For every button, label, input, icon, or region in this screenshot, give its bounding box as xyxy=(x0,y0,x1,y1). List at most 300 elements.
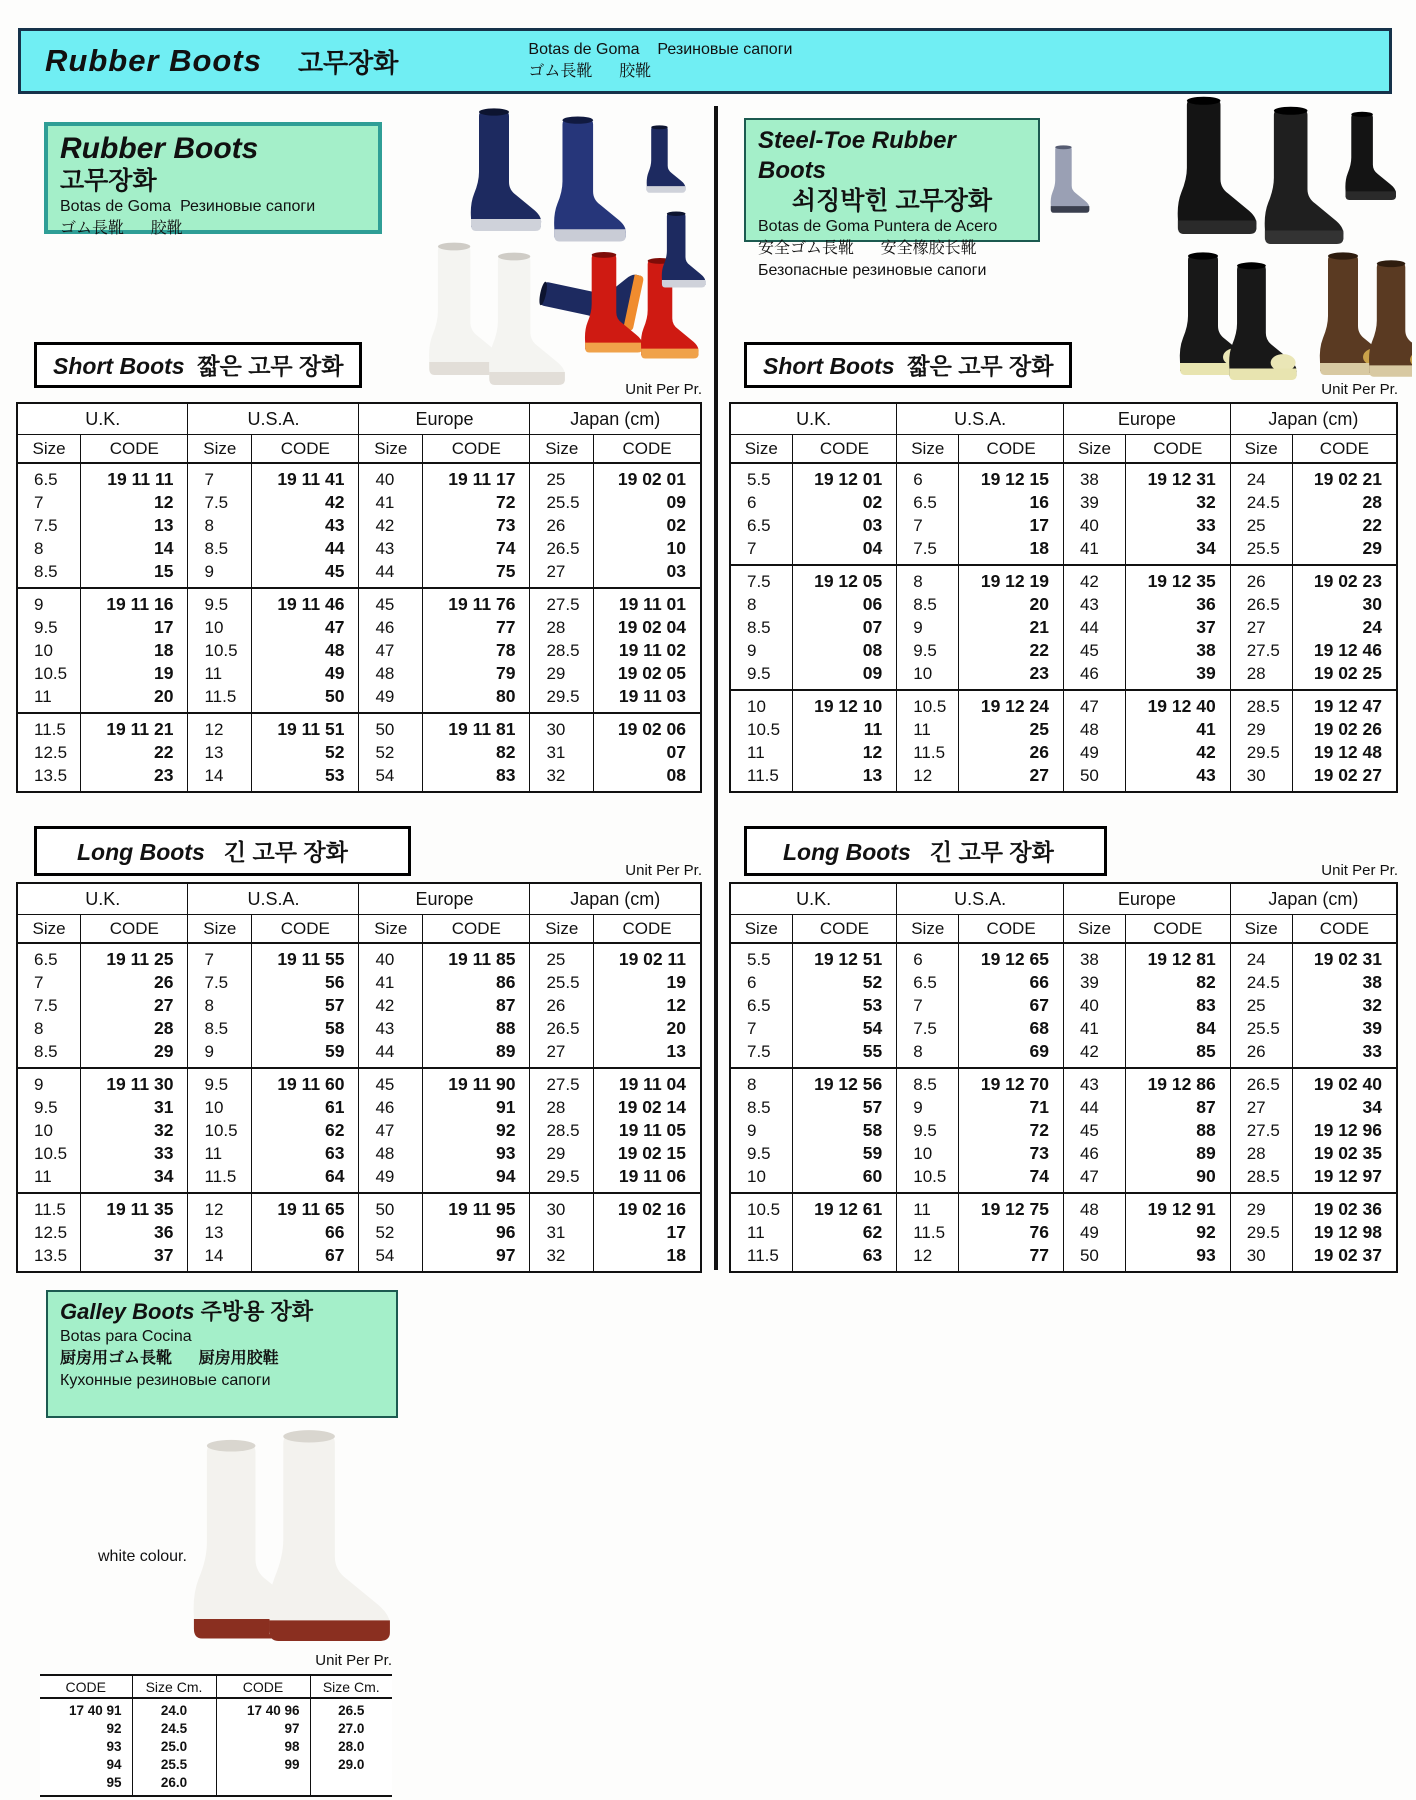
value-line: 7.5 xyxy=(204,973,229,992)
codes-cell xyxy=(81,463,188,588)
value-line: 19 02 14 xyxy=(617,1097,686,1117)
value-line: 07 xyxy=(666,742,686,762)
value-line: 19 02 31 xyxy=(1313,949,1382,969)
value-line: 19 12 65 xyxy=(980,949,1049,969)
value-line: 8.5 xyxy=(34,562,58,581)
value-line: 17 xyxy=(154,617,174,637)
value-line: 34 xyxy=(154,1166,174,1186)
sizes-cell xyxy=(1230,463,1292,565)
value-line: 80 xyxy=(495,686,516,706)
value-line: 13 xyxy=(204,1223,224,1242)
page-title-korean: 고무장화 xyxy=(297,47,399,78)
value-line: 5.5 xyxy=(747,950,771,969)
value-line: 27.0 xyxy=(338,1721,365,1736)
value-line: 19 02 21 xyxy=(1313,469,1382,489)
value-line: 8 xyxy=(34,539,44,558)
value-line: 55 xyxy=(862,1041,883,1061)
value-line: 45 xyxy=(325,561,345,581)
unit-per-pr-label: Unit Per Pr. xyxy=(1321,862,1398,879)
value-line: 38 xyxy=(1362,972,1382,992)
value-line: 24 xyxy=(1246,950,1266,969)
code-column-header: CODE xyxy=(1125,435,1230,464)
codes-cell xyxy=(959,1193,1064,1272)
value-line: 83 xyxy=(1196,995,1216,1015)
value-line: 29.5 xyxy=(546,687,580,706)
value-line: 9.5 xyxy=(34,1098,58,1117)
codes-cell xyxy=(423,713,530,792)
value-line: 26 xyxy=(546,996,566,1015)
steel-toe-es: Botas de Goma Puntera de Acero xyxy=(758,218,998,235)
value-line: 7 xyxy=(204,950,214,969)
sizes-cell xyxy=(1063,690,1125,792)
value-line: 38 xyxy=(1079,470,1099,489)
value-line: 9 xyxy=(747,641,757,660)
value-line: 10 xyxy=(34,641,53,660)
value-line: 50 xyxy=(375,1200,395,1219)
value-line: 54 xyxy=(375,766,395,785)
value-line: 10.5 xyxy=(34,664,68,683)
sizes-cell xyxy=(188,1193,252,1272)
sizes-cell xyxy=(188,463,252,588)
steel-toe-boots-photo xyxy=(1032,92,1412,397)
value-line: 10.5 xyxy=(913,697,947,716)
value-line: 66 xyxy=(1029,972,1049,992)
sizes-cell xyxy=(530,463,594,588)
sizes-cell xyxy=(730,943,792,1068)
value-line: 11 xyxy=(204,664,223,683)
value-line: 44 xyxy=(375,1042,395,1061)
value-line: 56 xyxy=(325,972,345,992)
galley-boots-intro-box xyxy=(46,1290,398,1418)
codes-cell xyxy=(81,1193,188,1272)
page-title: Rubber Boots xyxy=(45,43,262,78)
value-line: 19 12 70 xyxy=(980,1074,1049,1094)
value-line: 6 xyxy=(913,470,923,489)
value-line: 32 xyxy=(154,1120,174,1140)
value-line: 30 xyxy=(546,1200,566,1219)
value-line: 7.5 xyxy=(204,493,229,512)
value-line: 24 xyxy=(1246,470,1266,489)
value-line: 19 12 75 xyxy=(980,1199,1049,1219)
value-line: 32 xyxy=(546,1246,566,1265)
value-line: 19 xyxy=(666,972,686,992)
steel-toe-title-korean: 쇠징박힌 고무장화 xyxy=(791,187,993,215)
value-line: 04 xyxy=(862,538,883,558)
sizes-cell xyxy=(359,943,423,1068)
value-line: 46 xyxy=(1079,664,1099,683)
size-column-header: Size Cm. xyxy=(132,1675,216,1698)
value-line: 19 12 40 xyxy=(1147,696,1216,716)
value-line: 36 xyxy=(1196,594,1216,614)
value-line: 48 xyxy=(375,664,395,683)
sizes-cell xyxy=(897,463,959,565)
value-line: 19 02 05 xyxy=(617,663,686,683)
value-line: 75 xyxy=(495,561,516,581)
value-line: 50 xyxy=(1079,766,1099,785)
value-line: 33 xyxy=(154,1143,174,1163)
value-line: 11 xyxy=(34,1167,52,1186)
value-line: 7.5 xyxy=(34,996,58,1015)
value-line: 7.5 xyxy=(34,516,58,535)
code-column-header: CODE xyxy=(792,915,897,944)
value-line: 03 xyxy=(862,515,883,535)
value-line: 54 xyxy=(375,1246,395,1265)
value-line: 19 02 15 xyxy=(617,1143,686,1163)
value-line: 49 xyxy=(375,1167,395,1186)
value-line: 82 xyxy=(495,742,516,762)
value-line: 24.5 xyxy=(160,1721,188,1736)
value-line: 78 xyxy=(495,640,516,660)
codes-cell xyxy=(959,463,1064,565)
value-line: 11.5 xyxy=(34,1200,66,1219)
short-boots-table-right xyxy=(729,402,1398,793)
value-line: 12 xyxy=(862,742,883,762)
codes-cell xyxy=(252,588,359,713)
value-line: 77 xyxy=(1029,1245,1049,1265)
value-line: 11.5 xyxy=(34,720,66,739)
value-line: 22 xyxy=(1362,515,1382,535)
size-group-row xyxy=(730,1193,1397,1272)
short-boots-right-title: Short Boots 짧은 고무 장화 xyxy=(744,342,1072,388)
value-line: 6 xyxy=(747,973,757,992)
value-line: 24.5 xyxy=(1246,493,1280,512)
value-line: 14 xyxy=(154,538,174,558)
value-line: 9 xyxy=(34,1075,44,1094)
sizes-cell xyxy=(1230,1193,1292,1272)
sizes-cell xyxy=(1063,463,1125,565)
code-column-header: CODE xyxy=(252,435,359,464)
value-line: 8.5 xyxy=(747,1098,771,1117)
value-line: 43 xyxy=(1079,1075,1099,1094)
value-line: 97 xyxy=(284,1721,300,1736)
value-line: 19 12 97 xyxy=(1313,1166,1382,1186)
value-line: 27 xyxy=(546,562,566,581)
value-line: 89 xyxy=(1196,1143,1216,1163)
value-line: 46 xyxy=(1079,1144,1099,1163)
value-line: 12 xyxy=(154,492,174,512)
value-line: 30 xyxy=(546,720,566,739)
value-line: 42 xyxy=(1196,742,1216,762)
value-line: 11.5 xyxy=(747,766,779,785)
size-group-row xyxy=(17,1068,701,1193)
codes-cell xyxy=(423,463,530,588)
value-line: 19 11 81 xyxy=(448,719,516,739)
value-line: 24.0 xyxy=(160,1703,188,1718)
value-line: 19 12 98 xyxy=(1313,1222,1382,1242)
size-column-header: Size xyxy=(530,915,594,944)
value-line: 93 xyxy=(106,1739,122,1754)
value-line: 48 xyxy=(1079,720,1099,739)
value-line: 13.5 xyxy=(34,766,68,785)
value-line: 7.5 xyxy=(747,1042,771,1061)
value-line: 19 11 85 xyxy=(448,949,516,969)
value-line: 31 xyxy=(546,743,566,762)
value-line: 25 xyxy=(546,950,566,969)
value-line: 98 xyxy=(284,1739,300,1754)
galley-ru: Кухонные резиновые сапоги xyxy=(60,1372,271,1389)
value-line: 40 xyxy=(375,470,395,489)
size-column-header: Size xyxy=(359,435,423,464)
value-line: 19 12 05 xyxy=(814,571,883,591)
value-line: 33 xyxy=(1196,515,1216,535)
code-column-header: CODE xyxy=(594,915,701,944)
value-line: 11 xyxy=(747,743,765,762)
rubber-boots-es-ru: Botas de Goma Резиновые сапоги xyxy=(60,198,316,215)
value-line: 71 xyxy=(1029,1097,1049,1117)
value-line: 28 xyxy=(1246,1144,1266,1163)
value-line: 19 11 03 xyxy=(618,686,686,706)
value-line: 6.5 xyxy=(913,973,937,992)
sizes-cell xyxy=(17,588,81,713)
value-line: 49 xyxy=(375,687,395,706)
value-line: 11.5 xyxy=(204,687,237,706)
value-line: 48 xyxy=(375,1144,395,1163)
galley-boots-table xyxy=(40,1674,392,1797)
sizes-cell xyxy=(897,690,959,792)
value-line: 11 xyxy=(747,1223,765,1242)
value-line: 59 xyxy=(325,1041,345,1061)
short-boots-left-title: Short Boots 짧은 고무 장화 xyxy=(34,342,362,388)
value-line: 41 xyxy=(1196,719,1216,739)
galley-es: Botas para Cocina xyxy=(60,1328,192,1345)
value-line: 19 11 30 xyxy=(106,1074,174,1094)
codes-cell xyxy=(792,1068,897,1193)
value-line: 09 xyxy=(862,663,883,683)
size-column-header: Size xyxy=(530,435,594,464)
code-column-header: CODE xyxy=(81,435,188,464)
value-line: 99 xyxy=(284,1757,300,1772)
code-column-header: CODE xyxy=(792,435,897,464)
value-line: 27.5 xyxy=(546,1075,580,1094)
value-line: 19 11 41 xyxy=(277,469,345,489)
sizes-cell xyxy=(17,713,81,792)
value-line: 44 xyxy=(1079,618,1099,637)
value-line: 19 02 40 xyxy=(1313,1074,1382,1094)
sizes-cell xyxy=(530,588,594,713)
size-column-header: Size xyxy=(17,435,81,464)
value-line: 19 12 24 xyxy=(980,696,1049,716)
region-header: Europe xyxy=(359,883,530,915)
value-line: 03 xyxy=(666,561,686,581)
value-line: 25 xyxy=(1029,719,1049,739)
value-line: 85 xyxy=(1196,1041,1216,1061)
value-line: 16 xyxy=(1029,492,1049,512)
codes-cell xyxy=(1125,565,1230,690)
rubber-boots-ja-zh: ゴム長靴 胶靴 xyxy=(60,220,183,237)
value-line: 28 xyxy=(1362,492,1382,512)
region-header: U.S.A. xyxy=(188,883,359,915)
sizes-cell xyxy=(730,463,792,565)
sizes-cell xyxy=(359,588,423,713)
codes-cell xyxy=(594,943,701,1068)
value-line: 43 xyxy=(1079,595,1099,614)
steel-toe-ja-zh: 安全ゴム長靴 安全橡胶长靴 xyxy=(758,240,977,257)
value-line: 10 xyxy=(204,618,224,637)
value-line: 19 11 51 xyxy=(277,719,345,739)
value-line: 24 xyxy=(1362,617,1382,637)
value-line: 9 xyxy=(913,618,923,637)
sizes-cell xyxy=(897,565,959,690)
value-line: 19 12 61 xyxy=(814,1199,883,1219)
value-line: 9.5 xyxy=(204,595,229,614)
value-line: 19 11 21 xyxy=(106,719,174,739)
value-line: 92 xyxy=(1196,1222,1216,1242)
value-line: 29 xyxy=(1246,720,1266,739)
rubber-boots-title-korean: 고무장화 xyxy=(60,167,157,195)
rubber-boots-photo xyxy=(400,98,712,398)
value-line: 14 xyxy=(204,766,224,785)
value-line: 64 xyxy=(325,1166,345,1186)
value-line: 27.5 xyxy=(1246,1121,1280,1140)
value-line: 42 xyxy=(325,492,345,512)
codes-cell xyxy=(423,588,530,713)
value-line: 39 xyxy=(1079,973,1099,992)
size-group-row xyxy=(730,1068,1397,1193)
value-line: 10 xyxy=(666,538,686,558)
value-line: 50 xyxy=(325,686,345,706)
size-column-header: Size xyxy=(730,915,792,944)
value-line: 13 xyxy=(862,765,883,785)
value-line: 26 xyxy=(1029,742,1049,762)
sizes-cell xyxy=(188,943,252,1068)
value-line: 19 12 81 xyxy=(1147,949,1216,969)
codes-cell xyxy=(81,1068,188,1193)
value-line: 8 xyxy=(913,1042,923,1061)
value-line: 13 xyxy=(154,515,174,535)
size-group-row xyxy=(17,1193,701,1272)
value-line: 25.5 xyxy=(160,1757,188,1772)
sizes-cell xyxy=(1063,565,1125,690)
sizes-cell xyxy=(530,713,594,792)
steel-toe-title: Steel-Toe Rubber Boots xyxy=(758,127,956,184)
value-line: 7 xyxy=(204,470,214,489)
value-line: 11.5 xyxy=(204,1167,237,1186)
value-line: 83 xyxy=(495,765,516,785)
value-line: 27.5 xyxy=(1246,641,1280,660)
value-line: 19 12 35 xyxy=(1147,571,1216,591)
codes-cell xyxy=(423,1193,530,1272)
value-line: 12 xyxy=(204,1200,224,1219)
codes-cell xyxy=(1125,1193,1230,1272)
value-line: 25 xyxy=(546,470,566,489)
value-line: 19 02 04 xyxy=(617,617,686,637)
value-line: 67 xyxy=(1029,995,1049,1015)
region-header: U.S.A. xyxy=(897,883,1064,915)
value-line: 11.5 xyxy=(747,1246,779,1265)
code-column-header: CODE xyxy=(423,915,530,944)
codes-cell xyxy=(1292,943,1397,1068)
code-column-header: CODE xyxy=(40,1675,132,1698)
sizes-cell xyxy=(1230,565,1292,690)
value-line: 8 xyxy=(747,1075,757,1094)
sizes-cell xyxy=(1230,943,1292,1068)
value-line: 9.5 xyxy=(747,1144,771,1163)
size-column-header: Size xyxy=(897,915,959,944)
value-line: 77 xyxy=(495,617,516,637)
value-line: 6 xyxy=(747,493,757,512)
codes-cell xyxy=(959,943,1064,1068)
value-line: 73 xyxy=(495,515,516,535)
value-line: 8.5 xyxy=(34,1042,58,1061)
value-line: 10 xyxy=(747,697,766,716)
value-line: 11 xyxy=(913,720,931,739)
sizes-cell xyxy=(1063,1193,1125,1272)
value-line: 41 xyxy=(1079,1019,1099,1038)
value-line: 31 xyxy=(546,1223,566,1242)
value-line: 22 xyxy=(1029,640,1049,660)
value-line: 63 xyxy=(325,1143,345,1163)
value-line: 57 xyxy=(325,995,345,1015)
sizes-cell xyxy=(1063,1068,1125,1193)
value-line: 28.5 xyxy=(1246,697,1280,716)
value-line: 79 xyxy=(495,663,516,683)
short-boots-table-left xyxy=(16,402,702,793)
value-line: 02 xyxy=(862,492,883,512)
codes-cell xyxy=(252,1068,359,1193)
value-line: 41 xyxy=(1079,539,1099,558)
value-line: 10 xyxy=(913,664,933,683)
value-line: 10 xyxy=(747,1167,766,1186)
value-line: 40 xyxy=(1079,996,1099,1015)
codes-cell xyxy=(792,1193,897,1272)
codes-cell xyxy=(423,1068,530,1193)
unit-per-pr-label: Unit Per Pr. xyxy=(625,381,702,398)
galley-data-row xyxy=(40,1698,392,1796)
value-line: 53 xyxy=(862,995,883,1015)
value-line: 10.5 xyxy=(204,641,238,660)
value-line: 46 xyxy=(375,618,395,637)
value-line: 8.5 xyxy=(204,539,229,558)
sizes-cell xyxy=(359,713,423,792)
long-boots-left-title: Long Boots 긴 고무 장화 xyxy=(34,826,411,876)
value-line: 43 xyxy=(375,1019,395,1038)
code-column-header: CODE xyxy=(81,915,188,944)
value-line: 49 xyxy=(1079,1223,1099,1242)
value-line: 19 11 95 xyxy=(448,1199,516,1219)
value-line: 25.5 xyxy=(546,973,580,992)
value-line: 94 xyxy=(495,1166,516,1186)
value-line: 19 12 01 xyxy=(814,469,883,489)
sizes-cell xyxy=(530,1068,594,1193)
value-line: 48 xyxy=(325,640,345,660)
value-line: 13 xyxy=(666,1041,686,1061)
value-line: 19 02 11 xyxy=(618,949,686,969)
value-line: 19 02 26 xyxy=(1313,719,1382,739)
value-line: 10 xyxy=(913,1144,933,1163)
value-line: 9.5 xyxy=(913,641,937,660)
size-group-row xyxy=(17,943,701,1068)
value-line: 19 11 16 xyxy=(106,594,174,614)
value-line: 6.5 xyxy=(747,516,771,535)
value-line: 26.5 xyxy=(546,1019,580,1038)
codes-cell xyxy=(792,690,897,792)
codes-cell xyxy=(792,943,897,1068)
size-group-row xyxy=(17,463,701,588)
value-line: 19 02 16 xyxy=(617,1199,686,1219)
value-line: 7 xyxy=(913,516,923,535)
value-line: 32 xyxy=(546,766,566,785)
value-line: 28 xyxy=(546,618,566,637)
size-group-row xyxy=(730,463,1397,565)
value-line: 10.5 xyxy=(204,1121,238,1140)
size-group-row xyxy=(730,565,1397,690)
value-line: 25 xyxy=(1246,996,1266,1015)
unit-per-pr-label: Unit Per Pr. xyxy=(1321,381,1398,398)
sizes-cell xyxy=(188,1068,252,1193)
value-line: 66 xyxy=(325,1222,345,1242)
sizes-cell xyxy=(188,588,252,713)
value-line: 8 xyxy=(747,595,757,614)
